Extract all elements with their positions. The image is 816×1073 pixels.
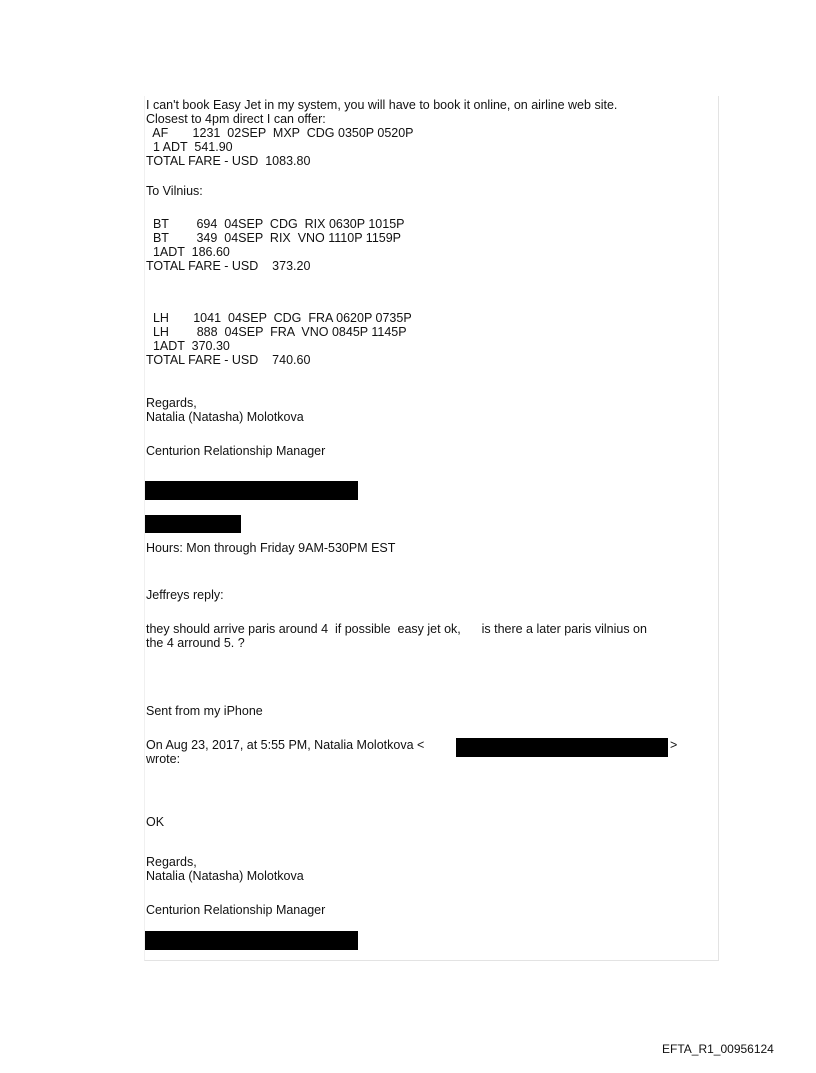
email-line: 1ADT 370.30 xyxy=(146,339,230,353)
email-line: wrote: xyxy=(146,752,181,766)
email-line: OK xyxy=(146,815,165,829)
redaction-bar xyxy=(456,738,668,757)
email-line: > xyxy=(670,738,678,752)
email-line: Regards, xyxy=(146,396,197,410)
email-line: Sent from my iPhone xyxy=(146,704,263,718)
email-line: TOTAL FARE - USD 373.20 xyxy=(146,259,311,273)
email-line: the 4 arround 5. ? xyxy=(146,636,245,650)
email-line: On Aug 23, 2017, at 5:55 PM, Natalia Molotkova < xyxy=(146,738,425,752)
email-line: Regards, xyxy=(146,855,197,869)
email-line: they should arrive paris around 4 if possible easy jet ok, is there a later paris vilnius on xyxy=(146,622,647,636)
email-line: Natalia (Natasha) Molotkova xyxy=(146,410,304,424)
email-line: Natalia (Natasha) Molotkova xyxy=(146,869,304,883)
email-line: TOTAL FARE - USD 740.60 xyxy=(146,353,311,367)
email-line: TOTAL FARE - USD 1083.80 xyxy=(146,154,311,168)
email-line: BT 349 04SEP RIX VNO 1110P 1159P xyxy=(146,231,402,245)
email-line: Hours: Mon through Friday 9AM-530PM EST xyxy=(146,541,396,555)
email-line: I can't book Easy Jet in my system, you will have to book it online, on airline web site. xyxy=(146,98,618,112)
email-line: Centurion Relationship Manager xyxy=(146,903,326,917)
redaction-bar xyxy=(145,481,358,500)
email-line: BT 694 04SEP CDG RIX 0630P 1015P xyxy=(146,217,405,231)
email-line: 1 ADT 541.90 xyxy=(146,140,233,154)
email-line: To Vilnius: xyxy=(146,184,203,198)
redaction-bar xyxy=(145,931,358,950)
email-line: LH 888 04SEP FRA VNO 0845P 1145P xyxy=(146,325,407,339)
email-line: Closest to 4pm direct I can offer: xyxy=(146,112,326,126)
email-line: 1ADT 186.60 xyxy=(146,245,230,259)
email-line: Centurion Relationship Manager xyxy=(146,444,326,458)
email-line: AF 1231 02SEP MXP CDG 0350P 0520P xyxy=(146,126,414,140)
email-line: LH 1041 04SEP CDG FRA 0620P 0735P xyxy=(146,311,412,325)
redaction-bar xyxy=(145,515,241,533)
email-line: Jeffreys reply: xyxy=(146,588,224,602)
document-id: EFTA_R1_00956124 xyxy=(662,1042,774,1056)
